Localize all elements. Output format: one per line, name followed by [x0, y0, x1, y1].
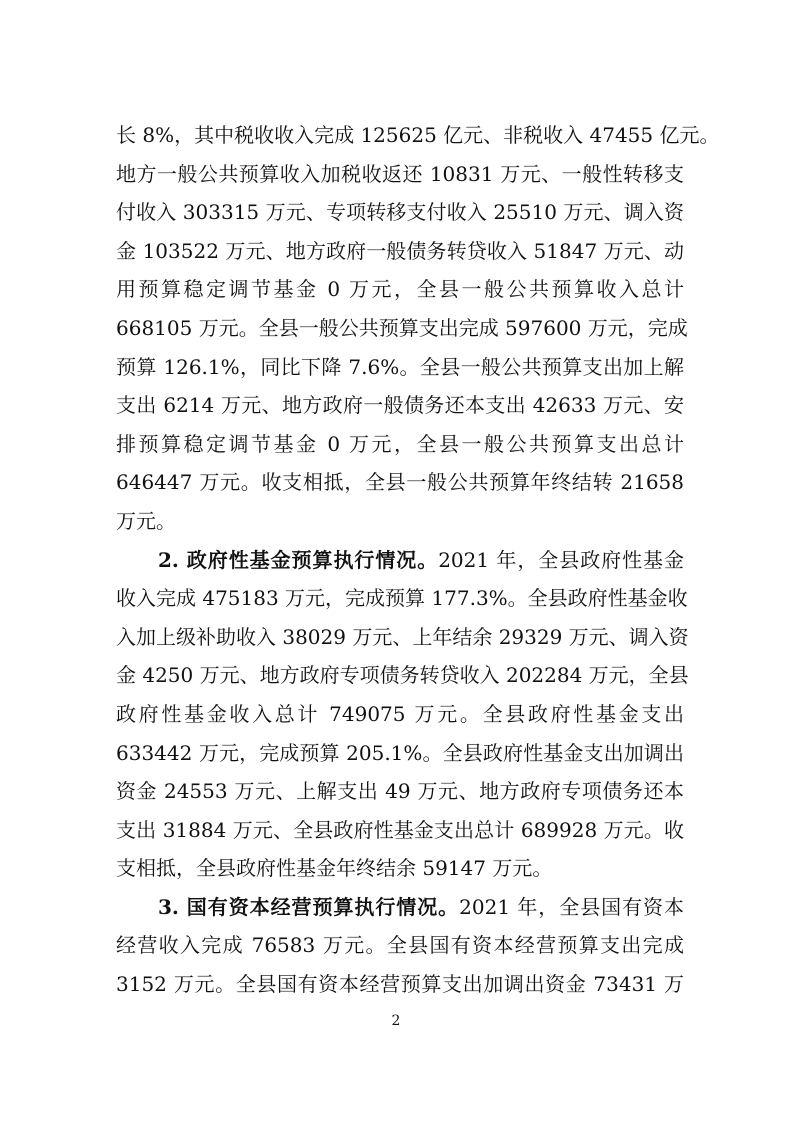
text-line: 地方一般公共预算收入加税收返还 10831 万元、一般性转移支: [116, 161, 684, 186]
text-line: 668105 万元。全县一般公共预算支出完成 597600 万元，完成: [116, 315, 688, 340]
text-line: 排预算稳定调节基金 0 万元，全县一般公共预算支出总计: [116, 431, 684, 456]
section-heading: 2. 政府性基金预算执行情况。: [158, 547, 439, 572]
paragraph-government-fund-budget: [116, 541, 689, 888]
text-line: 646447 万元。收支相抵，全县一般公共预算年终结转 21658: [116, 470, 684, 495]
text-line: 633442 万元，完成预算 205.1%。全县政府性基金支出加调出: [116, 740, 684, 765]
text-line: 万元。: [116, 508, 176, 533]
text-line: 长 8%，其中税收收入完成 125625 亿元、非税收入 47455 亿元。: [116, 123, 720, 147]
text-line: 资金 24553 万元、上解支出 49 万元、地方政府专项债务还本: [116, 779, 684, 804]
heading-continuation: 2021 年，全县政府性基金: [438, 547, 684, 572]
paragraph-first-line: [116, 541, 684, 580]
heading-continuation: 2021 年，全县国有资本: [459, 894, 684, 919]
text-line: 支相抵，全县政府性基金年终结余 59147 万元。: [116, 856, 553, 881]
text-line: 经营收入完成 76583 万元。全县国有资本经营预算支出完成: [116, 933, 684, 958]
paragraph-first-line: [116, 888, 684, 927]
paragraph-general-budget: [116, 116, 720, 541]
section-heading: 3. 国有资本经营预算执行情况。: [158, 894, 460, 919]
text-line: 3152 万元。全县国有资本经营预算支出加调出资金 73431 万: [116, 972, 684, 997]
text-line: 预算 126.1%，同比下降 7.6%。全县一般公共预算支出加上解: [116, 354, 684, 379]
page-number: 2: [391, 1013, 401, 1029]
text-line: 收入完成 475183 万元，完成预算 177.3%。全县政府性基金收: [116, 586, 688, 611]
text-line: 政府性基金收入总计 749075 万元。全县政府性基金支出: [116, 701, 684, 726]
text-line: 用预算稳定调节基金 0 万元，全县一般公共预算收入总计: [116, 277, 684, 302]
text-line: 付收入 303315 万元、专项转移支付收入 25510 万元、调入资: [116, 200, 684, 225]
text-line: 金 4250 万元、地方政府专项债务转贷收入 202284 万元，全县: [116, 663, 689, 688]
text-line: 金 103522 万元、地方政府一般债务转贷收入 51847 万元、动: [116, 238, 684, 263]
text-line: 入加上级补助收入 38029 万元、上年结余 29329 万元、调入资: [116, 624, 689, 649]
text-line: 支出 31884 万元、全县政府性基金支出总计 689928 万元。收: [116, 817, 684, 842]
text-line: 支出 6214 万元、地方政府一般债务还本支出 42633 万元、安: [116, 393, 684, 418]
document-body: [116, 116, 720, 1004]
paragraph-state-capital-budget: [116, 888, 684, 1004]
